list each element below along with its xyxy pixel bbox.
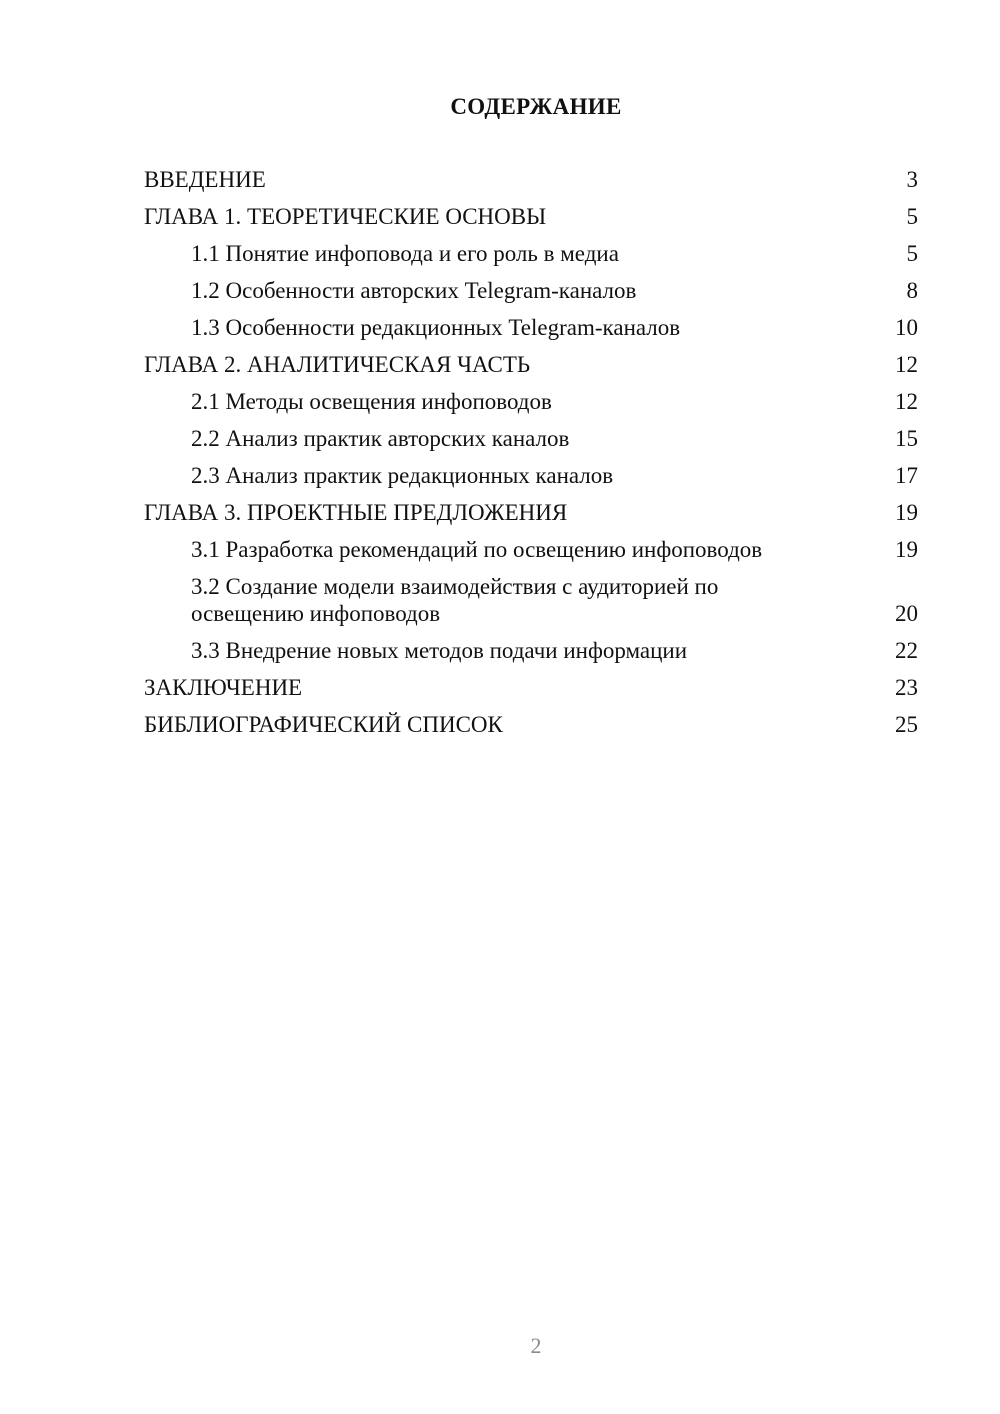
toc-entry-label: 3.1 Разработка рекомендаций по освещению инфоповодов bbox=[191, 537, 763, 562]
toc-entry-section-2-1[interactable] bbox=[144, 388, 918, 415]
toc-entry-label: 2.3 Анализ практик редакционных каналов bbox=[191, 463, 614, 488]
toc-entry-label: ВВЕДЕНИЕ bbox=[144, 167, 266, 192]
toc-entry-section-1-3[interactable] bbox=[144, 314, 918, 341]
toc-entry-page: 23 bbox=[895, 675, 918, 700]
toc-entry-chapter-3[interactable] bbox=[144, 499, 918, 526]
toc-entry-label: 3.3 Внедрение новых методов подачи информации bbox=[191, 638, 688, 663]
toc-entry-label: ГЛАВА 1. ТЕОРЕТИЧЕСКИЕ ОСНОВЫ bbox=[144, 204, 547, 229]
toc-entry-chapter-2[interactable] bbox=[144, 351, 918, 378]
toc-entry-page: 5 bbox=[906, 204, 918, 229]
toc-entry-label: 2.1 Методы освещения инфоповодов bbox=[191, 389, 552, 414]
toc-entry-introduction[interactable] bbox=[144, 166, 918, 193]
toc-entry-label: ЗАКЛЮЧЕНИЕ bbox=[144, 675, 303, 700]
toc-entry-page: 20 bbox=[895, 601, 918, 626]
toc-entry-section-3-2[interactable] bbox=[144, 573, 918, 627]
toc-entry-chapter-1[interactable] bbox=[144, 203, 918, 230]
toc-entry-section-1-2[interactable] bbox=[144, 277, 918, 304]
toc-entry-section-2-3[interactable] bbox=[144, 462, 918, 489]
table-of-contents bbox=[144, 166, 918, 748]
toc-entry-section-3-1[interactable] bbox=[144, 536, 918, 563]
toc-entry-label: 3.2 Создание модели взаимодействия с аудиторией по освещению инфоповодов bbox=[191, 574, 719, 626]
toc-entry-page: 17 bbox=[895, 463, 918, 488]
page-number: 2 bbox=[530, 1333, 542, 1358]
toc-entry-section-1-1[interactable] bbox=[144, 240, 918, 267]
toc-entry-page: 12 bbox=[895, 389, 918, 414]
toc-entry-page: 3 bbox=[906, 167, 918, 192]
toc-entry-label: 2.2 Анализ практик авторских каналов bbox=[191, 426, 570, 451]
toc-entry-page: 5 bbox=[906, 241, 918, 266]
toc-entry-label: 1.2 Особенности авторских Telegram-каналов bbox=[191, 278, 637, 303]
toc-entry-label: 1.3 Особенности редакционных Telegram-каналов bbox=[191, 315, 681, 340]
toc-entry-bibliography[interactable] bbox=[144, 711, 918, 738]
toc-entry-page: 10 bbox=[895, 315, 918, 340]
toc-entry-page: 19 bbox=[895, 500, 918, 525]
toc-entry-page: 15 bbox=[895, 426, 918, 451]
toc-entry-page: 19 bbox=[895, 537, 918, 562]
toc-entry-label: ГЛАВА 3. ПРОЕКТНЫЕ ПРЕДЛОЖЕНИЯ bbox=[144, 500, 568, 525]
toc-entry-conclusion[interactable] bbox=[144, 674, 918, 701]
toc-entry-label: БИБЛИОГРАФИЧЕСКИЙ СПИСОК bbox=[144, 712, 503, 737]
toc-entry-page: 22 bbox=[895, 638, 918, 663]
toc-entry-section-2-2[interactable] bbox=[144, 425, 918, 452]
toc-title: СОДЕРЖАНИЕ bbox=[450, 94, 622, 119]
toc-entry-page: 8 bbox=[906, 278, 918, 303]
toc-entry-page: 12 bbox=[895, 352, 918, 377]
toc-entry-section-3-3[interactable] bbox=[144, 637, 918, 664]
toc-entry-label: 1.1 Понятие инфоповода и его роль в медиа bbox=[191, 241, 619, 266]
toc-entry-label: ГЛАВА 2. АНАЛИТИЧЕСКАЯ ЧАСТЬ bbox=[144, 352, 531, 377]
toc-entry-page: 25 bbox=[895, 712, 918, 737]
